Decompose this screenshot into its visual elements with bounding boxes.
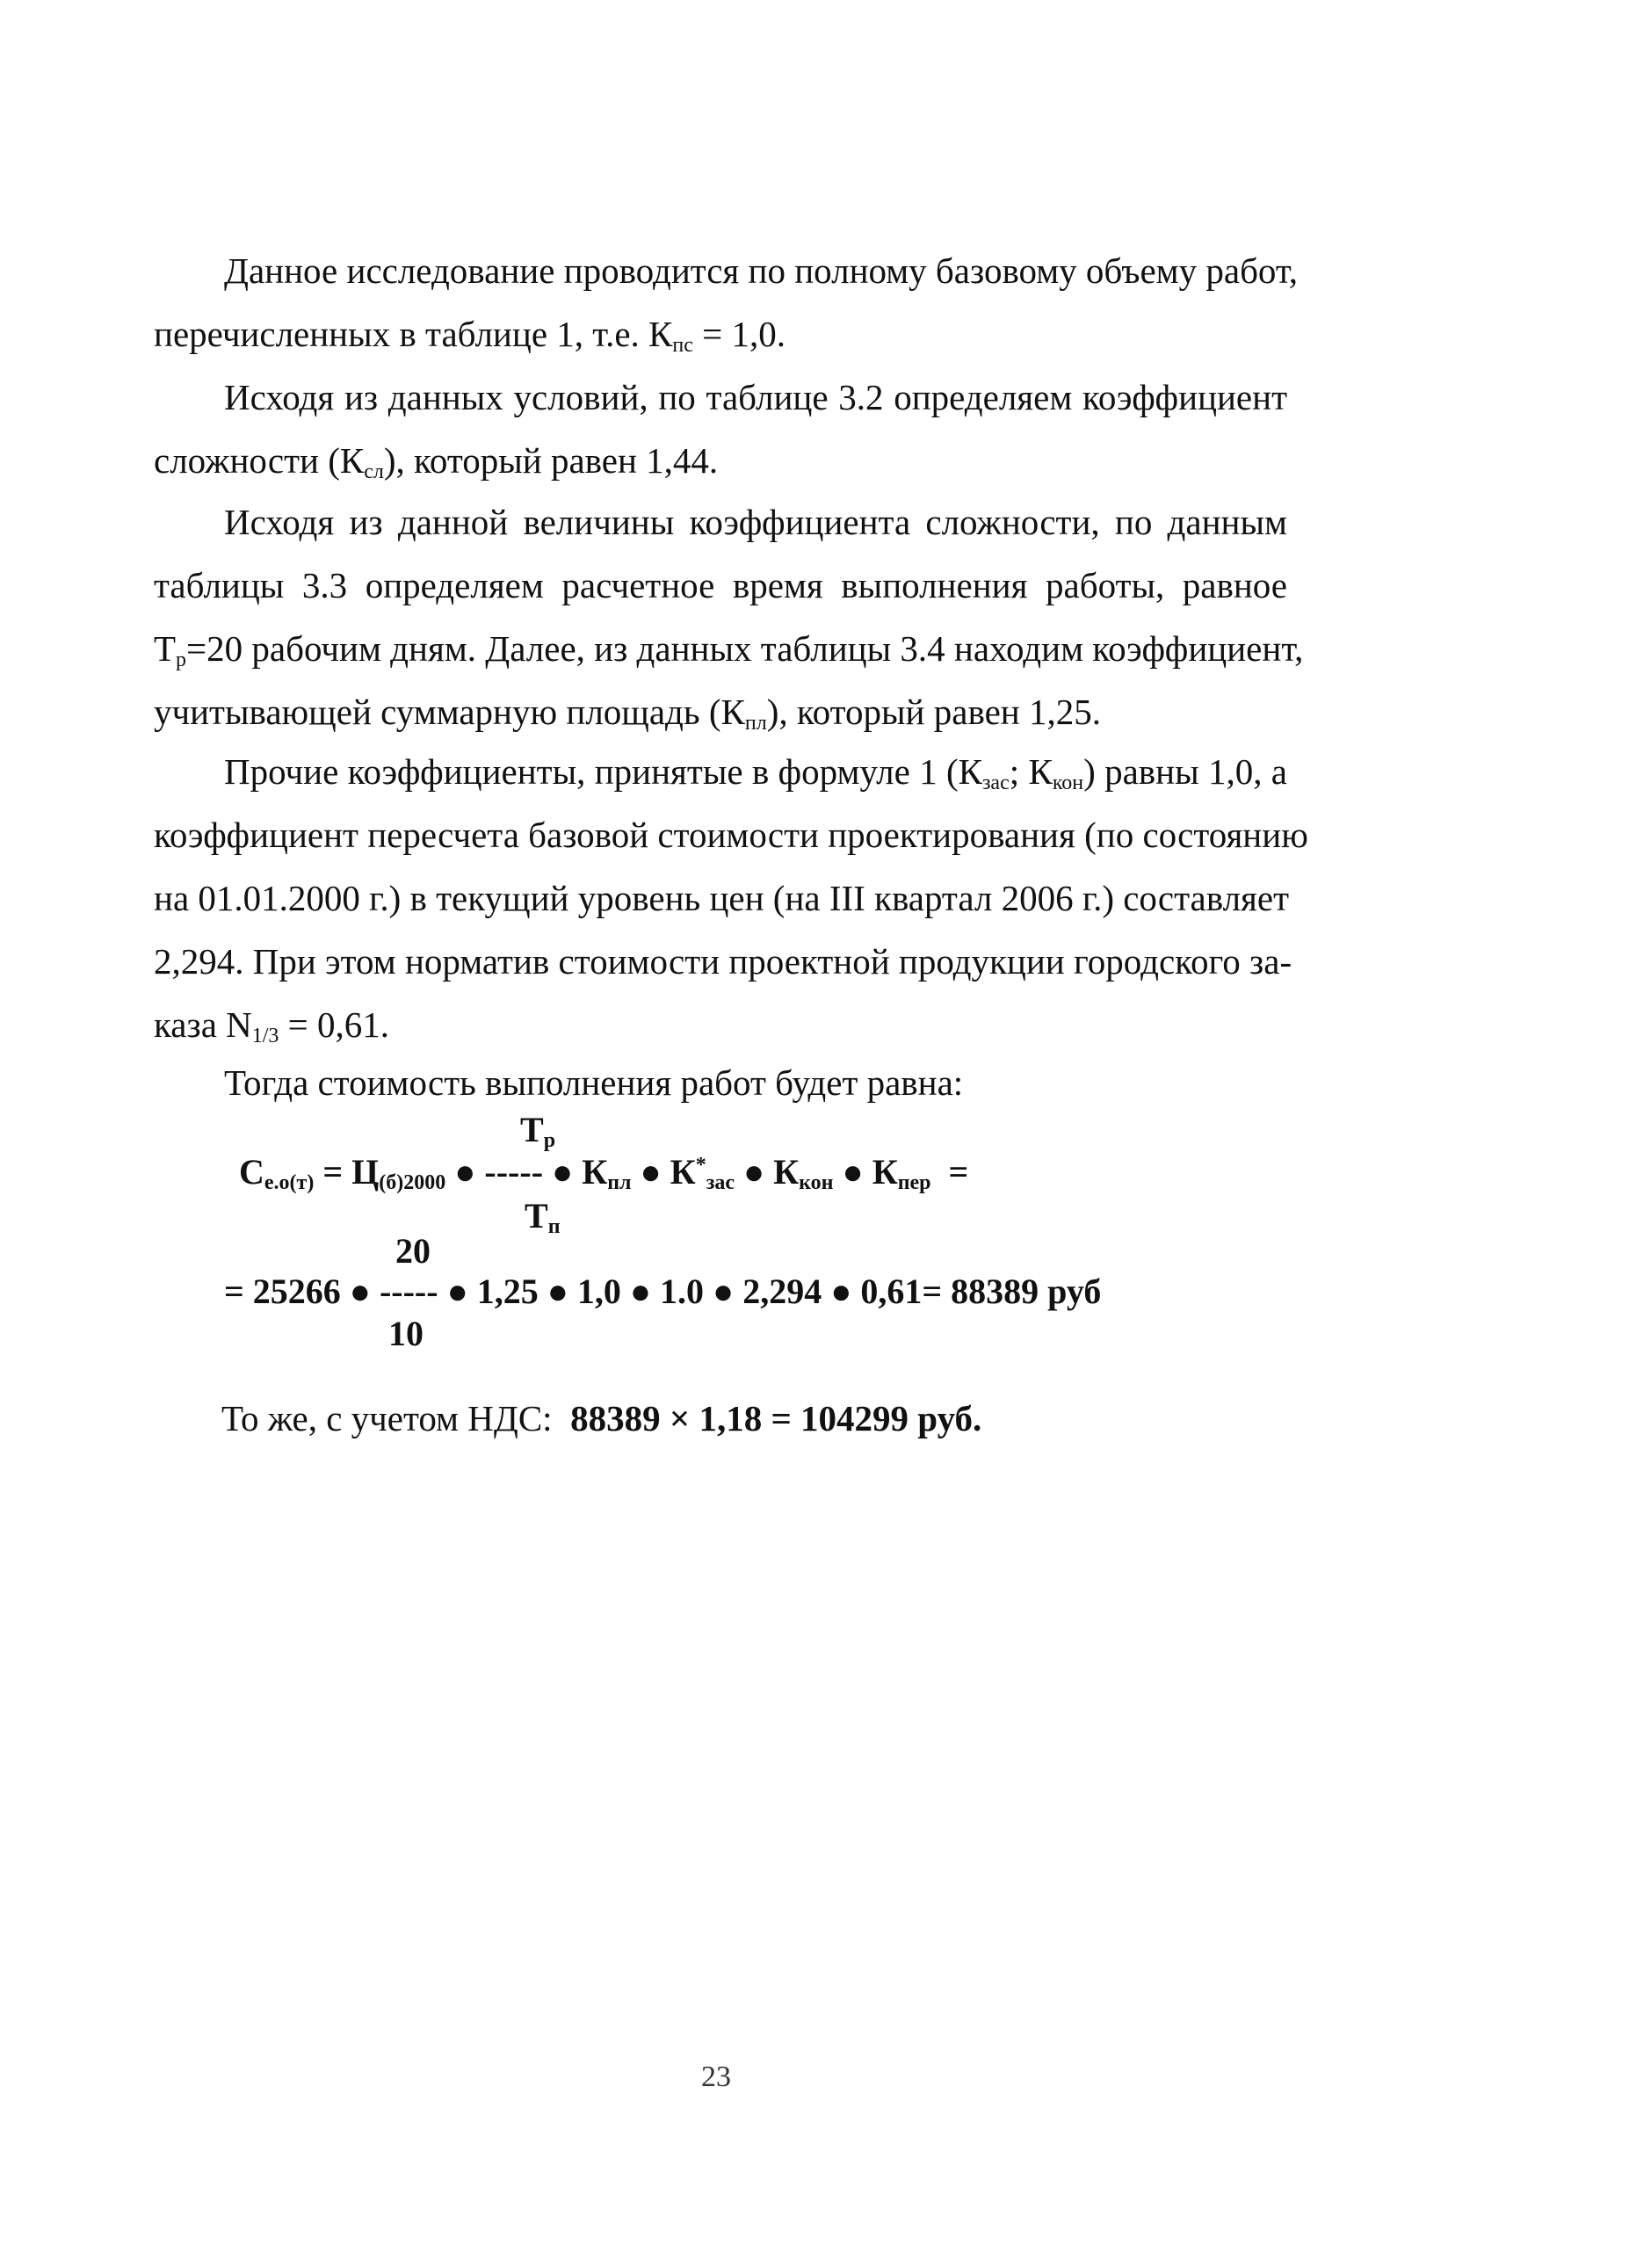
text-line: Исходя из данных условий, по таблице 3.2 определяем коэффициент xyxy=(224,377,1287,417)
text-line: Прочие коэффициенты, принятые в формуле 1 ($К_{зас}$; $К_{кон}$) равны 1,0, а xyxy=(224,751,1287,794)
text-line: каза $N_{1/3} = 0,61$. xyxy=(154,1004,390,1047)
fraction-denominator: 10 xyxy=(388,1314,424,1353)
text-line: на 01.01.2000 г.) в текущий уровень цен (на III квартал 2006 г.) составляет xyxy=(154,878,1290,918)
fraction-bar: ----- xyxy=(484,1152,544,1192)
paragraph-3 xyxy=(154,490,1304,743)
paragraph-5 xyxy=(154,1051,1287,1114)
text-line: $Т_р=20$ рабочим дням. Далее, из данных таблицы 3.4 находим коэффициент, xyxy=(154,628,1304,671)
text-line: таблицы 3.3 определяем расчетное время выполнения работы, равное xyxy=(154,565,1287,605)
text-line: Тогда стоимость выполнения работ будет равна: xyxy=(224,1062,964,1103)
fraction-denominator: $Т_п$ xyxy=(525,1196,561,1238)
text-line: коэффициент пересчета базовой стоимости проектирования (по состоянию xyxy=(154,815,1308,855)
text-line: перечисленных в таблице 1, т.е. $К_{пс} = 1,0$. xyxy=(154,314,786,357)
text-line: учитывающей суммарную площадь $(К_{пл})$, который равен 1,25. xyxy=(154,692,1101,735)
paragraph-4 xyxy=(154,740,1308,1056)
paragraph-2 xyxy=(154,366,1287,492)
text-line: Данное исследование проводится по полному базовому объему работ, xyxy=(224,250,1298,291)
text-line: Исходя из данной величины коэффициента сложности, по данным xyxy=(224,502,1287,542)
text-line: сложности $(К_{сл})$, который равен 1,44. xyxy=(154,440,719,483)
paragraph-1 xyxy=(154,239,1298,366)
fraction-numerator: 20 xyxy=(395,1231,431,1271)
fraction-numerator: $Т_р$ xyxy=(520,1110,556,1152)
formula-main-line: $С_{е.о(т)} = Ц_{(б)2000}$ ● ----- ● $К_{пл}$ ● $К^*_{зас}$ ● $К_{кон}$ ● $К_{пер}$ = xyxy=(239,1152,969,1194)
text-line: 2,294. При этом норматив стоимости проектной продукции городского за- xyxy=(154,941,1292,982)
page-number: 23 xyxy=(701,2061,731,2093)
fraction-bar: ----- xyxy=(379,1272,438,1311)
vat-line: То же, с учетом НДС: 88389 × 1,18 = 104299 руб. xyxy=(221,1398,982,1438)
formula-values-line: = 25266 ● ----- ● 1,25 ● 1,0 ● 1.0 ● 2,294 ● 0,61= 88389 руб xyxy=(224,1272,1102,1311)
